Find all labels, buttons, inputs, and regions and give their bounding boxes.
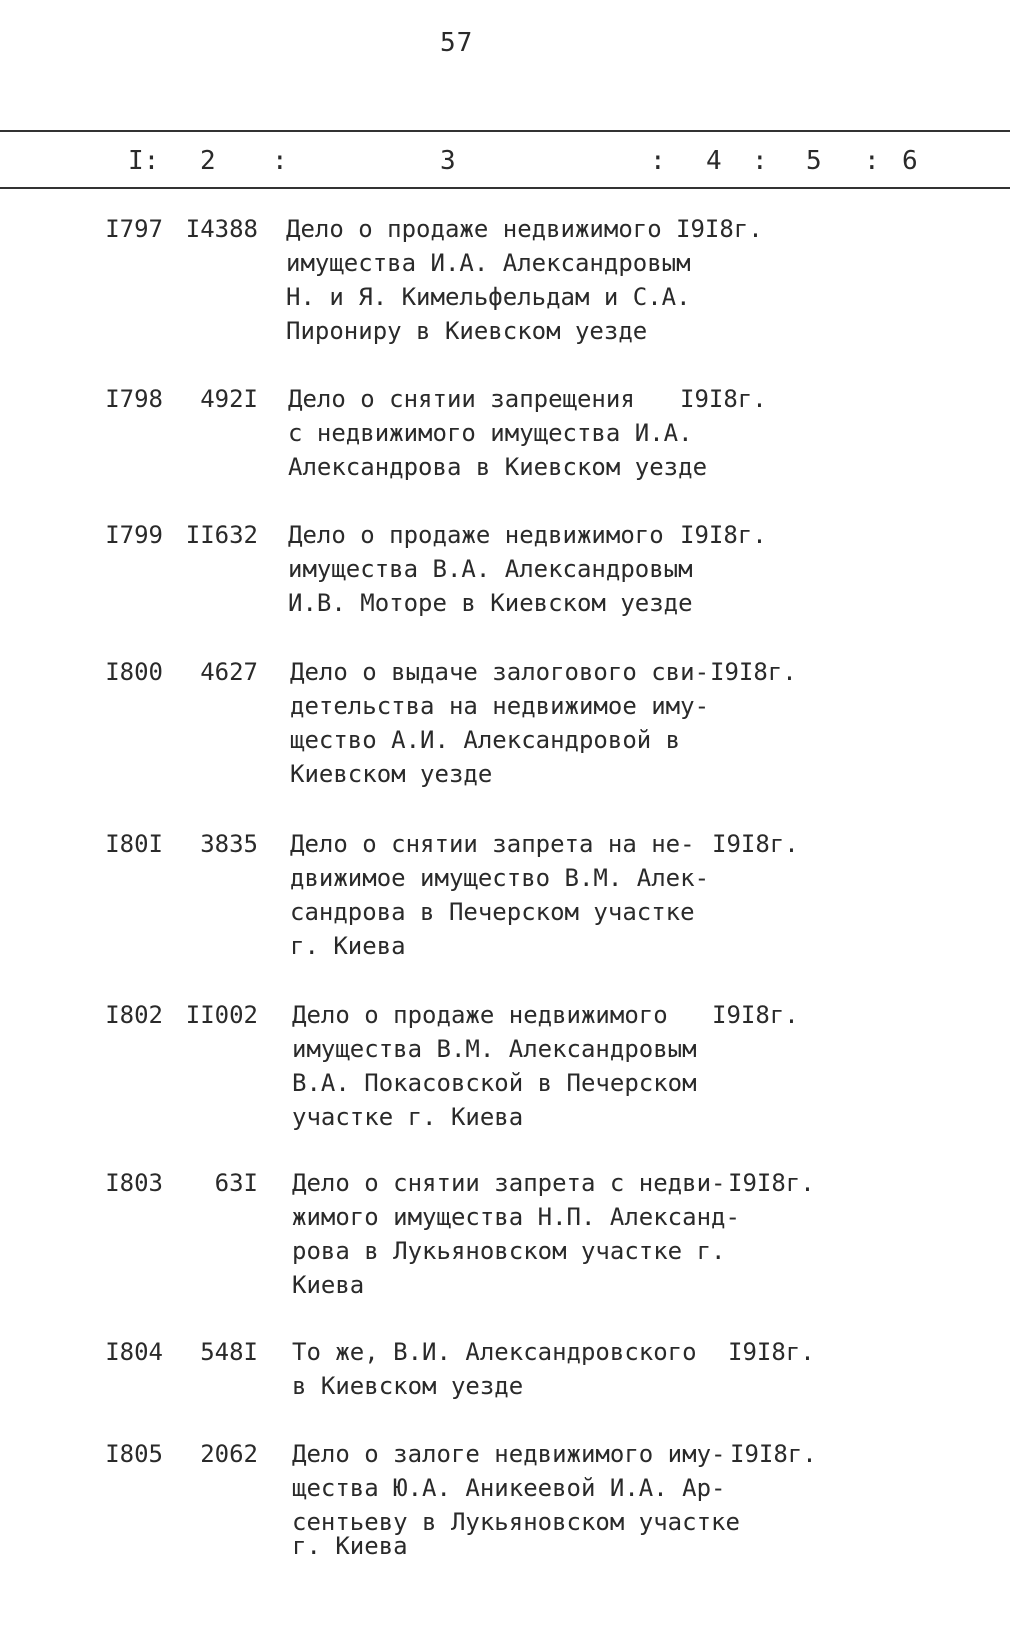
description-line: Дело о продаже недвижимого <box>288 521 664 549</box>
description-line: с недвижимого имущества И.А. <box>288 419 693 447</box>
description-line: Дело о снятии запрета на не- <box>290 830 695 858</box>
entry-number: I805 <box>105 1440 163 1468</box>
case-number: 548I <box>200 1338 258 1366</box>
case-year: I9I8г. <box>712 830 799 858</box>
description-line: Н. и Я. Кимельфельдам и С.А. <box>286 283 691 311</box>
case-year: I9I8г. <box>712 1001 799 1029</box>
description-line: в Киевском уезде <box>292 1372 524 1400</box>
case-description <box>288 518 693 620</box>
case-year: I9I8г. <box>710 658 797 686</box>
case-number: 4627 <box>200 658 258 686</box>
col-separator: : <box>650 146 666 176</box>
case-year: I9I8г. <box>728 1338 815 1366</box>
entry-number: I80I <box>105 830 163 858</box>
description-line: жимого имущества Н.П. Александ- <box>292 1203 740 1231</box>
description-line: В.А. Покасовской в Печерском <box>292 1069 697 1097</box>
description-line: участке г. Киева <box>292 1103 524 1131</box>
description-line: сентьеву в Лукьяновском участке <box>292 1508 740 1536</box>
description-line: Киева <box>292 1271 365 1299</box>
description-line: сандрова в Печерском участке <box>290 898 695 926</box>
description-line: щества Ю.А. Аникеевой И.А. Ар- <box>292 1474 726 1502</box>
description-line: То же, В.И. Александровского <box>292 1338 697 1366</box>
description-line: Дело о продаже недвижимого <box>292 1001 668 1029</box>
description-line: Пирониру в Киевском уезде <box>286 317 648 345</box>
entry-number: I802 <box>105 1001 163 1029</box>
description-line: И.В. Моторе в Киевском уезде <box>288 589 693 617</box>
description-line: Дело о выдаче залогового сви- <box>290 658 710 686</box>
description-line: движимое имущество В.М. Алек- <box>290 864 710 892</box>
case-description <box>292 1335 697 1403</box>
col-header-4: 4 <box>706 146 722 176</box>
case-year: I9I8г. <box>730 1440 817 1468</box>
description-line: имущества В.А. Александровым <box>288 555 693 583</box>
entry-number: I797 <box>105 215 163 243</box>
case-number: II002 <box>185 1001 258 1029</box>
col-separator: : <box>272 146 288 176</box>
entry-number: I803 <box>105 1169 163 1197</box>
description-line: г. Киева <box>292 1532 408 1560</box>
description-line: г. Киева <box>290 932 406 960</box>
case-year: I9I8г. <box>676 215 763 243</box>
col-header-1: I: <box>128 146 160 176</box>
case-description <box>286 212 691 348</box>
description-line: детельства на недвижимое иму- <box>290 692 710 720</box>
description-line: Дело о снятии запрета с недви- <box>292 1169 726 1197</box>
description-line: щество А.И. Александровой в <box>290 726 681 754</box>
description-line: Киевском уезде <box>290 760 493 788</box>
case-description <box>290 827 709 963</box>
case-description <box>290 655 709 791</box>
case-number: 3835 <box>200 830 258 858</box>
entry-number: I799 <box>105 521 163 549</box>
case-number: I4388 <box>185 215 258 243</box>
description-line: имущества В.М. Александровым <box>292 1035 697 1063</box>
case-number: II632 <box>185 521 258 549</box>
page-number: 57 <box>440 28 474 58</box>
case-description <box>292 1166 740 1302</box>
entry-number: I798 <box>105 385 163 413</box>
case-number: 492I <box>200 385 258 413</box>
entry-number: I804 <box>105 1338 163 1366</box>
case-year: I9I8г. <box>680 385 767 413</box>
case-number: 2062 <box>200 1440 258 1468</box>
col-header-3: 3 <box>440 146 456 176</box>
case-description <box>292 1437 740 1563</box>
col-header-6: 6 <box>902 146 918 176</box>
col-separator: : <box>864 146 880 176</box>
case-description <box>292 998 697 1134</box>
description-line: рова в Лукьяновском участке г. <box>292 1237 726 1265</box>
col-separator: : <box>752 146 768 176</box>
description-line: Дело о снятии запрещения <box>288 385 635 413</box>
description-line: имущества И.А. Александровым <box>286 249 691 277</box>
col-header-2: 2 <box>200 146 216 176</box>
description-line: Дело о продаже недвижимого <box>286 215 662 243</box>
case-year: I9I8г. <box>680 521 767 549</box>
description-line: Дело о залоге недвижимого иму- <box>292 1440 726 1468</box>
description-line: Александрова в Киевском уезде <box>288 453 708 481</box>
entry-number: I800 <box>105 658 163 686</box>
col-header-5: 5 <box>806 146 822 176</box>
case-number: 63I <box>214 1169 258 1197</box>
case-description <box>288 382 707 484</box>
header-rule-bottom <box>0 187 1010 189</box>
case-year: I9I8г. <box>728 1169 815 1197</box>
header-rule-top <box>0 130 1010 132</box>
